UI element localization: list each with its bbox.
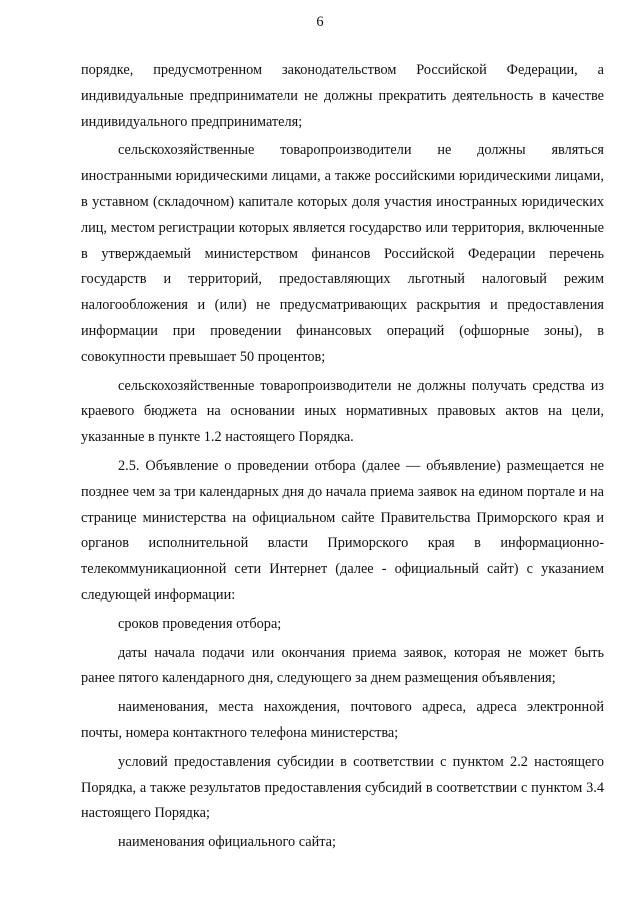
list-item-official-site-name: наименования официального сайта; xyxy=(118,834,336,851)
paragraph-regional-budget-condition: сельскохозяйственные товаропроизводители не должны получать средства из краевого бюджета на основании иных нормативных правовых актов на цели, указанные в пункте 1.2 настоящего Порядка. xyxy=(81,377,604,446)
list-item-selection-period: сроков проведения отбора; xyxy=(118,615,282,632)
paragraph-continuation: порядке, предусмотренном законодательством Российской Федерации, а индивидуальные предприниматели не должны прекратить деятельность в качестве индивидуального предпринимателя; xyxy=(81,62,604,130)
list-item-ministry-contacts: наименования, места нахождения, почтового адреса, адреса электронной почты, номера контактного телефона министерства; xyxy=(81,699,604,741)
list-item-subsidy-conditions: условий предоставления субсидии в соответствии с пунктом 2.2 настоящего Порядка, а также результатов предоставления субсидий в соответствии с пунктом 3.4 настоящего Порядка; xyxy=(81,753,604,822)
page-number: 6 xyxy=(316,14,324,30)
paragraph-foreign-entities-condition: сельскохозяйственные товаропроизводители не должны являться иностранными юридическими лицами, а также российскими юридическими лицами, в уставном (складочном) капитале которых доля участия иностранных юридических лиц, местом регистрации которых является государство или территория, включенные в утверждаемый министерством финансов Российской Федерации перечень государств и территорий, предоставляющих льготный налоговый режим налогообложения и (или) не предусматривающих раскрытия и предоставления информации при проведении финансовых операций (офшорные зоны), в совокупности превышает 50 процентов; xyxy=(81,142,604,365)
paragraph-section-2-5-announcement: 2.5. Объявление о проведении отбора (далее — объявление) размещается не позднее чем за три календарных дня до начала приема заявок на едином портале и на странице министерства на официальном сайте Правительства Приморского края и органов исполнительной власти Приморского края в информационно-телекоммуникационной сети Интернет (далее - официальный сайт) с указанием следующей информации: xyxy=(81,457,604,603)
document-body xyxy=(81,58,604,859)
list-item-application-dates: даты начала подачи или окончания приема заявок, которая не может быть ранее пятого календарного дня, следующего за днем размещения объявления; xyxy=(81,644,604,687)
